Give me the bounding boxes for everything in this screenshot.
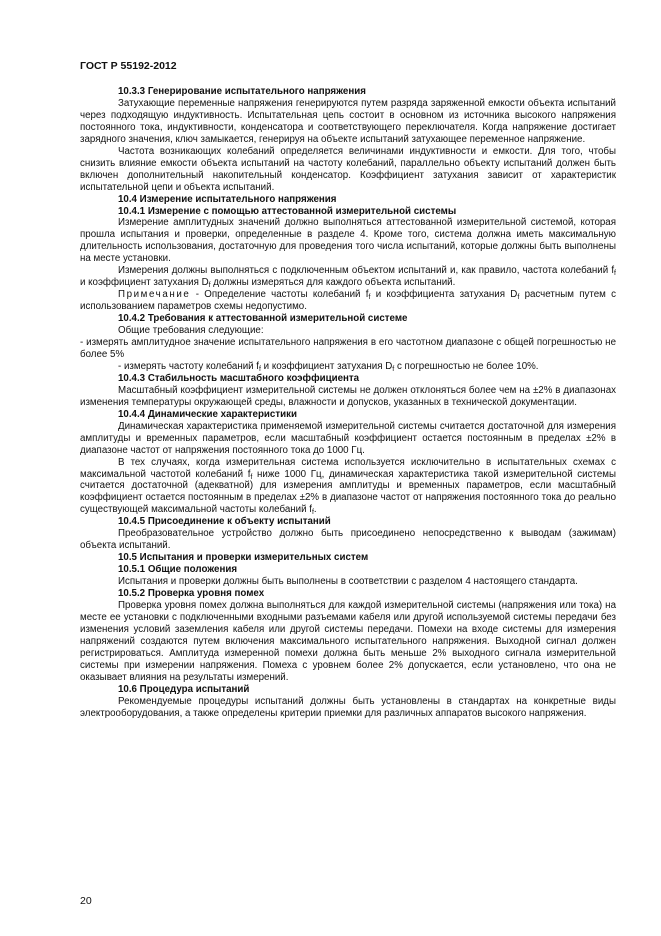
standard-designation: ГОСТ Р 55192-2012	[80, 60, 177, 72]
section-heading-10-4-1: 10.4.1 Измерение с помощью аттестованной измерительной системы	[118, 205, 457, 217]
text: - измерять частоту колебаний f	[118, 360, 260, 372]
paragraph	[80, 265, 616, 289]
paragraph: Преобразовательное устройство должно быть присоединено непосредственно к выводам (зажимам) объекта испытаний.	[80, 528, 616, 552]
text: расчетным путем с использованием параметров схемы недопустимо.	[80, 289, 616, 313]
document-body	[80, 86, 616, 720]
text: и коэффициент затухания D	[260, 360, 393, 372]
note	[80, 289, 616, 313]
subscript: f	[259, 365, 261, 373]
text: ниже 1000 Гц, динамическая характеристика такой измерительной системы считается достаточной (адекватной) для измерения амплитуды и временных параметров, если масштабный коэффициент остается постоянным в пределах ±2% в диапазоне частот от напряжения постоянного тока до реально существующей максимальной частоты колебаний f	[80, 468, 616, 516]
text: Измерения должны выполняться с подключенным объектом испытаний и, как правило, частота колебаний f	[118, 265, 615, 277]
text: и коэффициента затухания D	[370, 289, 518, 301]
section-heading-10-5: 10.5 Испытания и проверки измерительных систем	[118, 552, 369, 564]
subscript: f	[368, 294, 371, 302]
text: .	[313, 504, 317, 516]
text: с погрешностью не более 10%.	[394, 360, 539, 372]
paragraph: Проверка уровня помех должна выполняться для каждой измерительной системы (напряжения или тока) на месте ее установки с подключенными входными разъемами кабеля или другой используемой системы передачи без изменения условий заземления кабеля или другой системы передачи. Помехи на входе системы для измерения напряжений создаются путем включения максимального испытательного напряжения. Выходной сигнал должен регистрироваться. Амплитуда измеренной помехи должна быть меньше 2% выходного сигнала измерительной системы при измерении напряжения. Помеха с уровнем более 2% допускается, если установлено, что она не оказывает влияния на результаты измерений.	[80, 599, 616, 683]
subscript: f	[208, 282, 211, 290]
section-heading-10-4-2: 10.4.2 Требования к аттестованной измерительной системе	[118, 313, 408, 325]
text: должны измеряться для каждого объекта испытаний.	[210, 277, 456, 289]
paragraph: Общие требования следующие:	[118, 325, 264, 337]
list-item	[80, 361, 616, 373]
section-heading-10-5-2: 10.5.2 Проверка уровня помех	[118, 588, 265, 600]
text: - Определение частоты колебаний f	[190, 289, 369, 301]
section-heading-10-6: 10.6 Процедура испытаний	[118, 683, 250, 695]
section-heading-10-4-4: 10.4.4 Динамические характеристики	[118, 408, 297, 420]
paragraph: Динамическая характеристика применяемой измерительной системы считается достаточной для измерения амплитуды и временных параметров, если масштабный коэффициент остается постоянным в пределах ±2% в диапазоне частот от напряжения постоянного тока до 1000 Гц.	[80, 420, 616, 456]
page-number: 20	[80, 895, 92, 907]
section-heading-10-3-3: 10.3.3 Генерирование испытательного напряжения	[118, 86, 366, 97]
text: В тех случаях, когда измерительная система используется исключительно в испытательных схемах с максимальной частотой колебаний f	[80, 456, 616, 480]
subscript: f	[250, 473, 253, 481]
section-heading-10-5-1: 10.5.1 Общие положения	[118, 564, 238, 576]
subscript: f	[392, 365, 395, 373]
text: и коэффициент затухания D	[80, 277, 209, 289]
list-item: - измерять амплитудное значение испытательного напряжения в его частотном диапазоне с общей погрешностью не более 5%	[80, 337, 616, 360]
paragraph: Затухающие переменные напряжения генерируются путем разряда заряженной емкости объекта испытаний через подходящую индуктивность. Испытательная цепь состоит в основном из источника высокого напряжения постоянного тока, индуктивности, конденсатора и соответствующего переключателя. Когда напряжение достигает зарядного значения, ключ замыкается, генерируя на объекте испытаний затухающее переменное напряжение.	[80, 97, 616, 145]
section-heading-10-4-5: 10.4.5 Присоединение к объекту испытаний	[118, 516, 331, 528]
paragraph: Рекомендуемые процедуры испытаний должны быть установлены в стандартах на конкретные виды электрооборудования, а также определены критерии приемки для различных аппаратов высокого напряжения.	[80, 695, 616, 719]
paragraph: Масштабный коэффициент измерительной системы не должен отклоняться более чем на ±2% в диапазонах изменения температуры окружающей среды, влажности и допусков, указанных в технической документации.	[80, 384, 616, 408]
subscript: f	[517, 294, 520, 302]
section-heading-10-4: 10.4 Измерение испытательного напряжения	[118, 193, 337, 205]
subscript: f	[311, 509, 314, 517]
subscript: f	[614, 270, 616, 278]
paragraph	[80, 457, 616, 517]
section-heading-10-4-3: 10.4.3 Стабильность масштабного коэффициента	[118, 372, 360, 384]
note-label: Примечание	[118, 289, 191, 301]
paragraph: Измерение амплитудных значений должно выполняться аттестованной измерительной системой, которая прошла испытания и проверки, определенные в разделе 4. Кроме того, система должна иметь максимальную длительность использования, достаточную для проведения того числа испытаний, которые должны быть выполнены на месте установки.	[80, 217, 616, 265]
paragraph: Испытания и проверки должны быть выполнены в соответствии с разделом 4 настоящего стандарта.	[118, 576, 578, 588]
paragraph: Частота возникающих колебаний определяется величинами индуктивности и емкости. Для того, чтобы снизить влияние емкости объекта испытаний на частоту колебаний, параллельно объекту испытаний должен быть включен дополнительный накопительный конденсатор. Коэффициент затухания зависит от характеристик испытательной цепи и объекта испытаний.	[80, 145, 616, 193]
